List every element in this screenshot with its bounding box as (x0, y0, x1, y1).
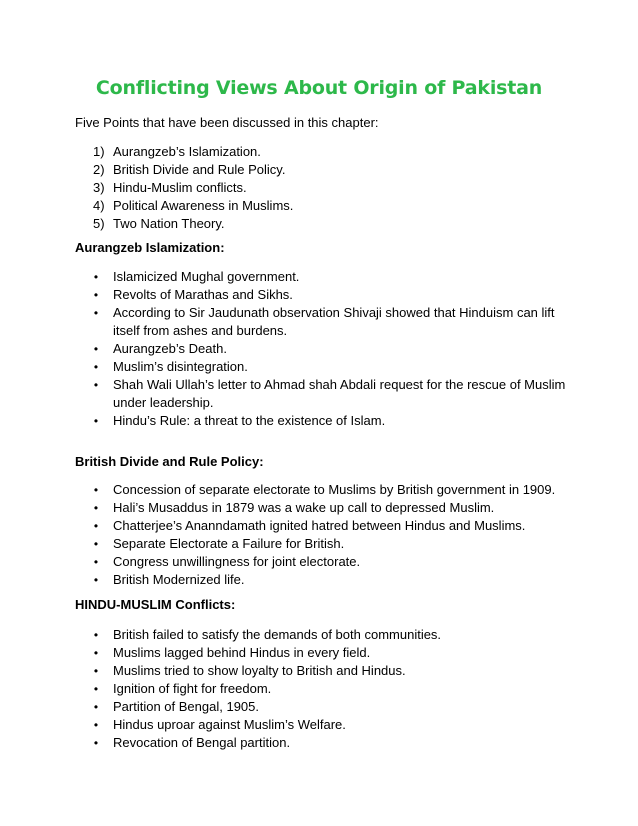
chapter-points-list (75, 143, 293, 233)
list-item-text: Hindu’s Rule: a threat to the existence of Islam. (113, 413, 386, 428)
list-item (75, 304, 575, 340)
section-list-hindu-muslim (75, 626, 575, 752)
list-item (75, 716, 575, 734)
list-item-text: Revocation of Bengal partition. (113, 735, 291, 750)
list-item-text: Hindus uproar against Muslim’s Welfare. (113, 717, 346, 732)
bullet-icon: • (93, 700, 99, 714)
bullet-icon: • (93, 483, 99, 497)
list-number: 4) (93, 198, 105, 213)
list-number: 1) (93, 144, 105, 159)
list-item (75, 571, 575, 589)
list-item-text: Partition of Bengal, 1905. (113, 699, 259, 714)
list-item (75, 680, 575, 698)
list-item-text: Muslims lagged behind Hindus in every field. (113, 645, 371, 660)
list-item-text: Islamicized Mughal government. (113, 269, 300, 284)
list-item-text: Two Nation Theory. (113, 216, 225, 231)
list-item-text: Muslim’s disintegration. (113, 359, 248, 374)
bullet-icon: • (93, 306, 99, 320)
bullet-icon: • (93, 664, 99, 678)
list-item-text: Political Awareness in Muslims. (113, 198, 294, 213)
bullet-icon: • (93, 360, 99, 374)
list-item (75, 535, 575, 553)
list-item-text: Ignition of fight for freedom. (113, 681, 272, 696)
list-item-text: British Modernized life. (113, 572, 245, 587)
bullet-icon: • (93, 519, 99, 533)
bullet-icon: • (93, 537, 99, 551)
list-item-text: Muslims tried to show loyalty to British and Hindus. (113, 663, 406, 678)
bullet-icon: • (93, 270, 99, 284)
list-item (75, 698, 575, 716)
bullet-icon: • (93, 378, 99, 392)
list-item (75, 286, 575, 304)
list-item (75, 143, 293, 161)
list-number: 2) (93, 162, 105, 177)
list-item (75, 553, 575, 571)
list-item-text: Congress unwillingness for joint electorate. (113, 554, 361, 569)
list-item (75, 358, 575, 376)
list-item-text: British Divide and Rule Policy. (113, 162, 286, 177)
section-heading-aurangzeb: Aurangzeb Islamization: (75, 240, 225, 255)
list-item (75, 376, 575, 412)
list-number: 5) (93, 216, 105, 231)
list-item (75, 644, 575, 662)
list-number: 3) (93, 180, 105, 195)
list-item (75, 197, 293, 215)
list-item (75, 179, 293, 197)
list-item (75, 268, 575, 286)
bullet-icon: • (93, 682, 99, 696)
bullet-icon: • (93, 646, 99, 660)
list-item-text: Concession of separate electorate to Muslims by British government in 1909. (113, 482, 556, 497)
list-item (75, 340, 575, 358)
list-item-text: Revolts of Marathas and Sikhs. (113, 287, 293, 302)
bullet-icon: • (93, 736, 99, 750)
section-list-british-policy (75, 481, 575, 589)
list-item (75, 499, 575, 517)
list-item-text: British failed to satisfy the demands of both communities. (113, 627, 442, 642)
list-item (75, 626, 575, 644)
section-heading-hindu-muslim: HINDU-MUSLIM Conflicts: (75, 597, 236, 612)
bullet-icon: • (93, 414, 99, 428)
list-item (75, 517, 575, 535)
bullet-icon: • (93, 555, 99, 569)
bullet-icon: • (93, 501, 99, 515)
list-item (75, 215, 293, 233)
section-list-aurangzeb (75, 268, 575, 430)
bullet-icon: • (93, 342, 99, 356)
intro-text: Five Points that have been discussed in this chapter: (75, 115, 379, 130)
list-item (75, 412, 575, 430)
list-item-text: Aurangzeb’s Islamization. (113, 144, 261, 159)
bullet-icon: • (93, 573, 99, 587)
list-item (75, 481, 575, 499)
bullet-icon: • (93, 718, 99, 732)
list-item-text: Separate Electorate a Failure for British. (113, 536, 345, 551)
list-item-text: Shah Wali Ullah’s letter to Ahmad shah Abdali request for the rescue of Muslim under leadership. (113, 377, 566, 410)
document-title: Conflicting Views About Origin of Pakistan (95, 77, 543, 99)
section-heading-british-policy: British Divide and Rule Policy: (75, 454, 264, 469)
list-item-text: Hindu-Muslim conflicts. (113, 180, 247, 195)
list-item (75, 662, 575, 680)
bullet-icon: • (93, 628, 99, 642)
list-item (75, 734, 575, 752)
list-item-text: Chatterjee’s Ananndamath ignited hatred between Hindus and Muslims. (113, 518, 526, 533)
list-item-text: Aurangzeb’s Death. (113, 341, 227, 356)
list-item (75, 161, 293, 179)
list-item-text: Hali’s Musaddus in 1879 was a wake up call to depressed Muslim. (113, 500, 495, 515)
list-item-text: According to Sir Jaudunath observation Shivaji showed that Hinduism can lift itself from ashes and burdens. (113, 305, 555, 338)
bullet-icon: • (93, 288, 99, 302)
